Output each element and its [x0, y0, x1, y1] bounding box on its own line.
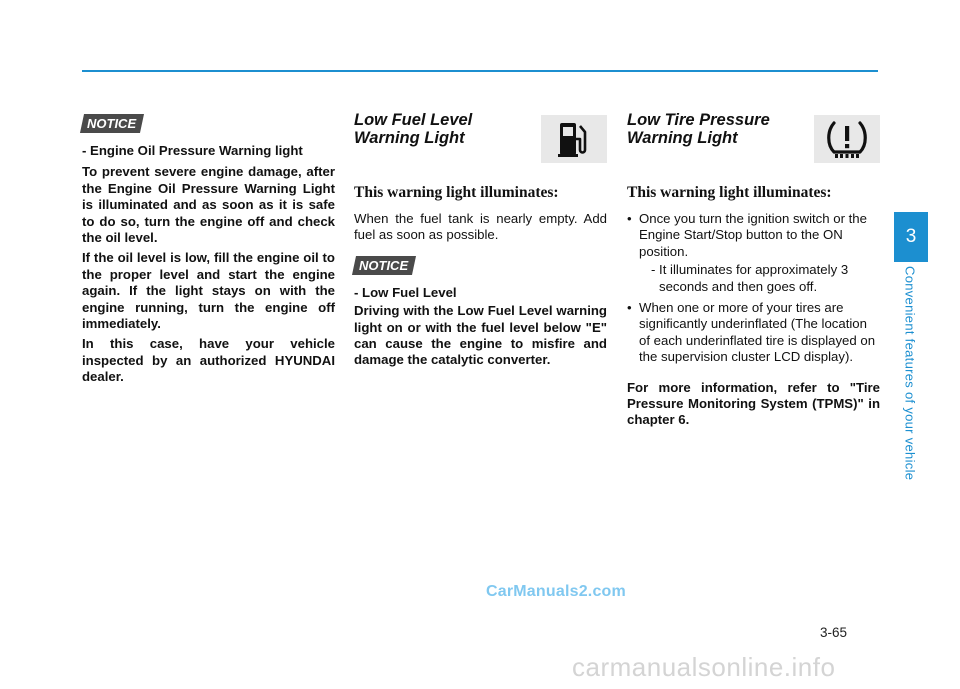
notice-text: Driving with the Low Fuel Level warning light on or with the fuel level below "E" can cause the engine to misfire and damage the catalytic converter.: [354, 303, 607, 368]
list-sub-item: - It illuminates for approximately 3 seconds and then goes off.: [651, 262, 849, 294]
list-item: • When one or more of your tires are significantly underinflated (The location of each underinflated tire is displayed on the supervision cluster LCD display).: [627, 300, 876, 365]
chapter-label: Convenient features of your vehicle: [902, 266, 918, 481]
section-body: When the fuel tank is nearly empty. Add fuel as soon as possible.: [354, 211, 607, 243]
section-subheading: This warning light illuminates:: [627, 184, 832, 201]
bullet-list: [627, 211, 880, 366]
section-title: Low Tire Pressure Warning Light: [627, 111, 770, 147]
fuel-pump-icon: [541, 115, 607, 163]
notice-badge: NOTICE: [352, 256, 416, 275]
column-oil-pressure-notice: [82, 108, 335, 390]
chapter-tab: 3: [894, 212, 928, 262]
tire-pressure-icon: [814, 115, 880, 163]
section-header: [354, 111, 607, 169]
page-number: 3-65: [820, 625, 848, 640]
section-subheading: This warning light illuminates:: [354, 184, 559, 201]
notice-badge: NOTICE: [80, 114, 144, 133]
reference-note: For more information, refer to "Tire Pressure Monitoring System (TPMS)" in chapter 6.: [627, 379, 880, 428]
notice-paragraph-1: To prevent severe engine damage, after the Engine Oil Pressure Warning Light is illuminated and as soon as it is safe to do so, turn the engine off and check the oil level.: [82, 164, 335, 246]
list-item: • Once you turn the ignition switch or the Engine Start/Stop button to the ON position. - It illuminates for approximately 3 seconds and then goes off.: [627, 211, 880, 295]
notice-paragraph-2: If the oil level is low, fill the engine oil to the proper level and start the engine again. If the light stays on with the engine running, turn the engine off immediately.: [82, 250, 335, 332]
notice-heading: - Engine Oil Pressure Warning light: [82, 143, 303, 158]
column-low-fuel: [354, 108, 607, 373]
notice-paragraph-3: In this case, have your vehicle inspected by an authorized HYUNDAI dealer.: [82, 336, 335, 385]
watermark-large: carmanualsonline.info: [572, 652, 836, 682]
section-title: Low Fuel Level Warning Light: [354, 111, 473, 147]
watermark-small: CarManuals2.com: [486, 583, 626, 600]
notice-heading: - Low Fuel Level: [354, 284, 457, 300]
column-low-tire-pressure: [627, 108, 880, 433]
section-header: [627, 111, 880, 169]
top-rule: [82, 70, 878, 72]
